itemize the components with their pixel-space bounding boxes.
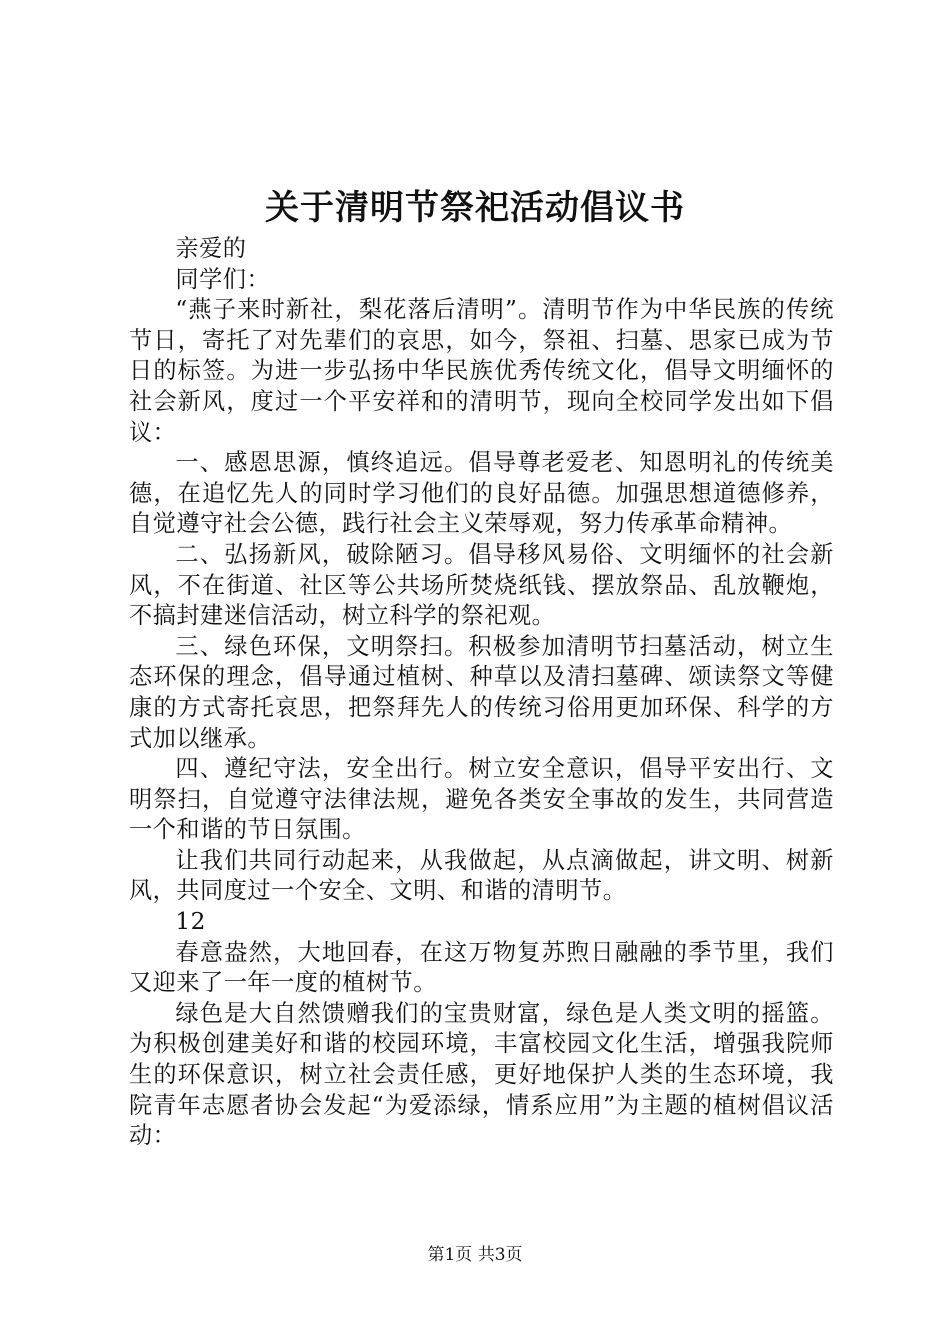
paragraph-spring: 春意盎然，大地回春，在这万物复苏煦日融融的季节里，我们又迎来了一年一度的植树节。 <box>129 938 834 997</box>
paragraph-item-3: 三、绿色环保，文明祭扫。积极参加清明节扫墓活动，树立生态环保的理念，倡导通过植树、种草以及清扫墓碑、颂读祭文等健康的方式寄托哀思，把祭拜先人的传统习俗用更加环保、科学的方式加以继承。 <box>129 632 834 752</box>
section-number: 12 <box>175 908 206 936</box>
page-footer: 第1页 共3页 <box>427 1245 523 1265</box>
paragraph-item-2: 二、弘扬新风，破除陋习。倡导移风易俗、文明缅怀的社会新风，不在街道、社区等公共场所焚烧纸钱、摆放祭品、乱放鞭炮，不搞封建迷信活动，树立科学的祭祀观。 <box>129 540 834 630</box>
document-title: 关于清明节祭祀活动倡议书 <box>265 188 685 228</box>
paragraph-item-1: 一、感恩思源，慎终追远。倡导尊老爱老、知恩明礼的传统美德，在追忆先人的同时学习他们的良好品德。加强思想道德修养，自觉遵守社会公德，践行社会主义荣辱观，努力传承革命精神。 <box>129 449 834 538</box>
paragraph-closing: 让我们共同行动起来，从我做起，从点滴做起，讲文明、树新风，共同度过一个安全、文明、和谐的清明节。 <box>129 846 834 905</box>
paragraph-intro: “燕子来时新社，梨花落后清明”。清明节作为中华民族的传统节日，寄托了对先辈们的哀思，如今，祭祖、扫墓、思家已成为节日的标签。为进一步弘扬中华民族优秀传统文化，倡导文明缅怀的社会新风，度过一个平安祥和的清明节，现向全校同学发出如下倡议： <box>129 296 834 446</box>
paragraph-green: 绿色是大自然馈赠我们的宝贵财富，绿色是人类文明的摇篮。为积极创建美好和谐的校园环境，丰富校园文化生活，增强我院师生的环保意识，树立社会责任感，更好地保护人类的生态环境，我院青年志愿者协会发起“为爱添绿，情系应用”为主题的植树倡议活动： <box>129 999 834 1150</box>
document-body <box>129 234 834 1152</box>
paragraph-item-4: 四、遵纪守法，安全出行。树立安全意识，倡导平安出行、文明祭扫，自觉遵守法律法规，避免各类安全事故的发生，共同营造一个和谐的节日氛围。 <box>129 755 834 844</box>
salutation-line-2: 同学们： <box>175 265 271 293</box>
salutation-line-1: 亲爱的 <box>175 235 247 262</box>
